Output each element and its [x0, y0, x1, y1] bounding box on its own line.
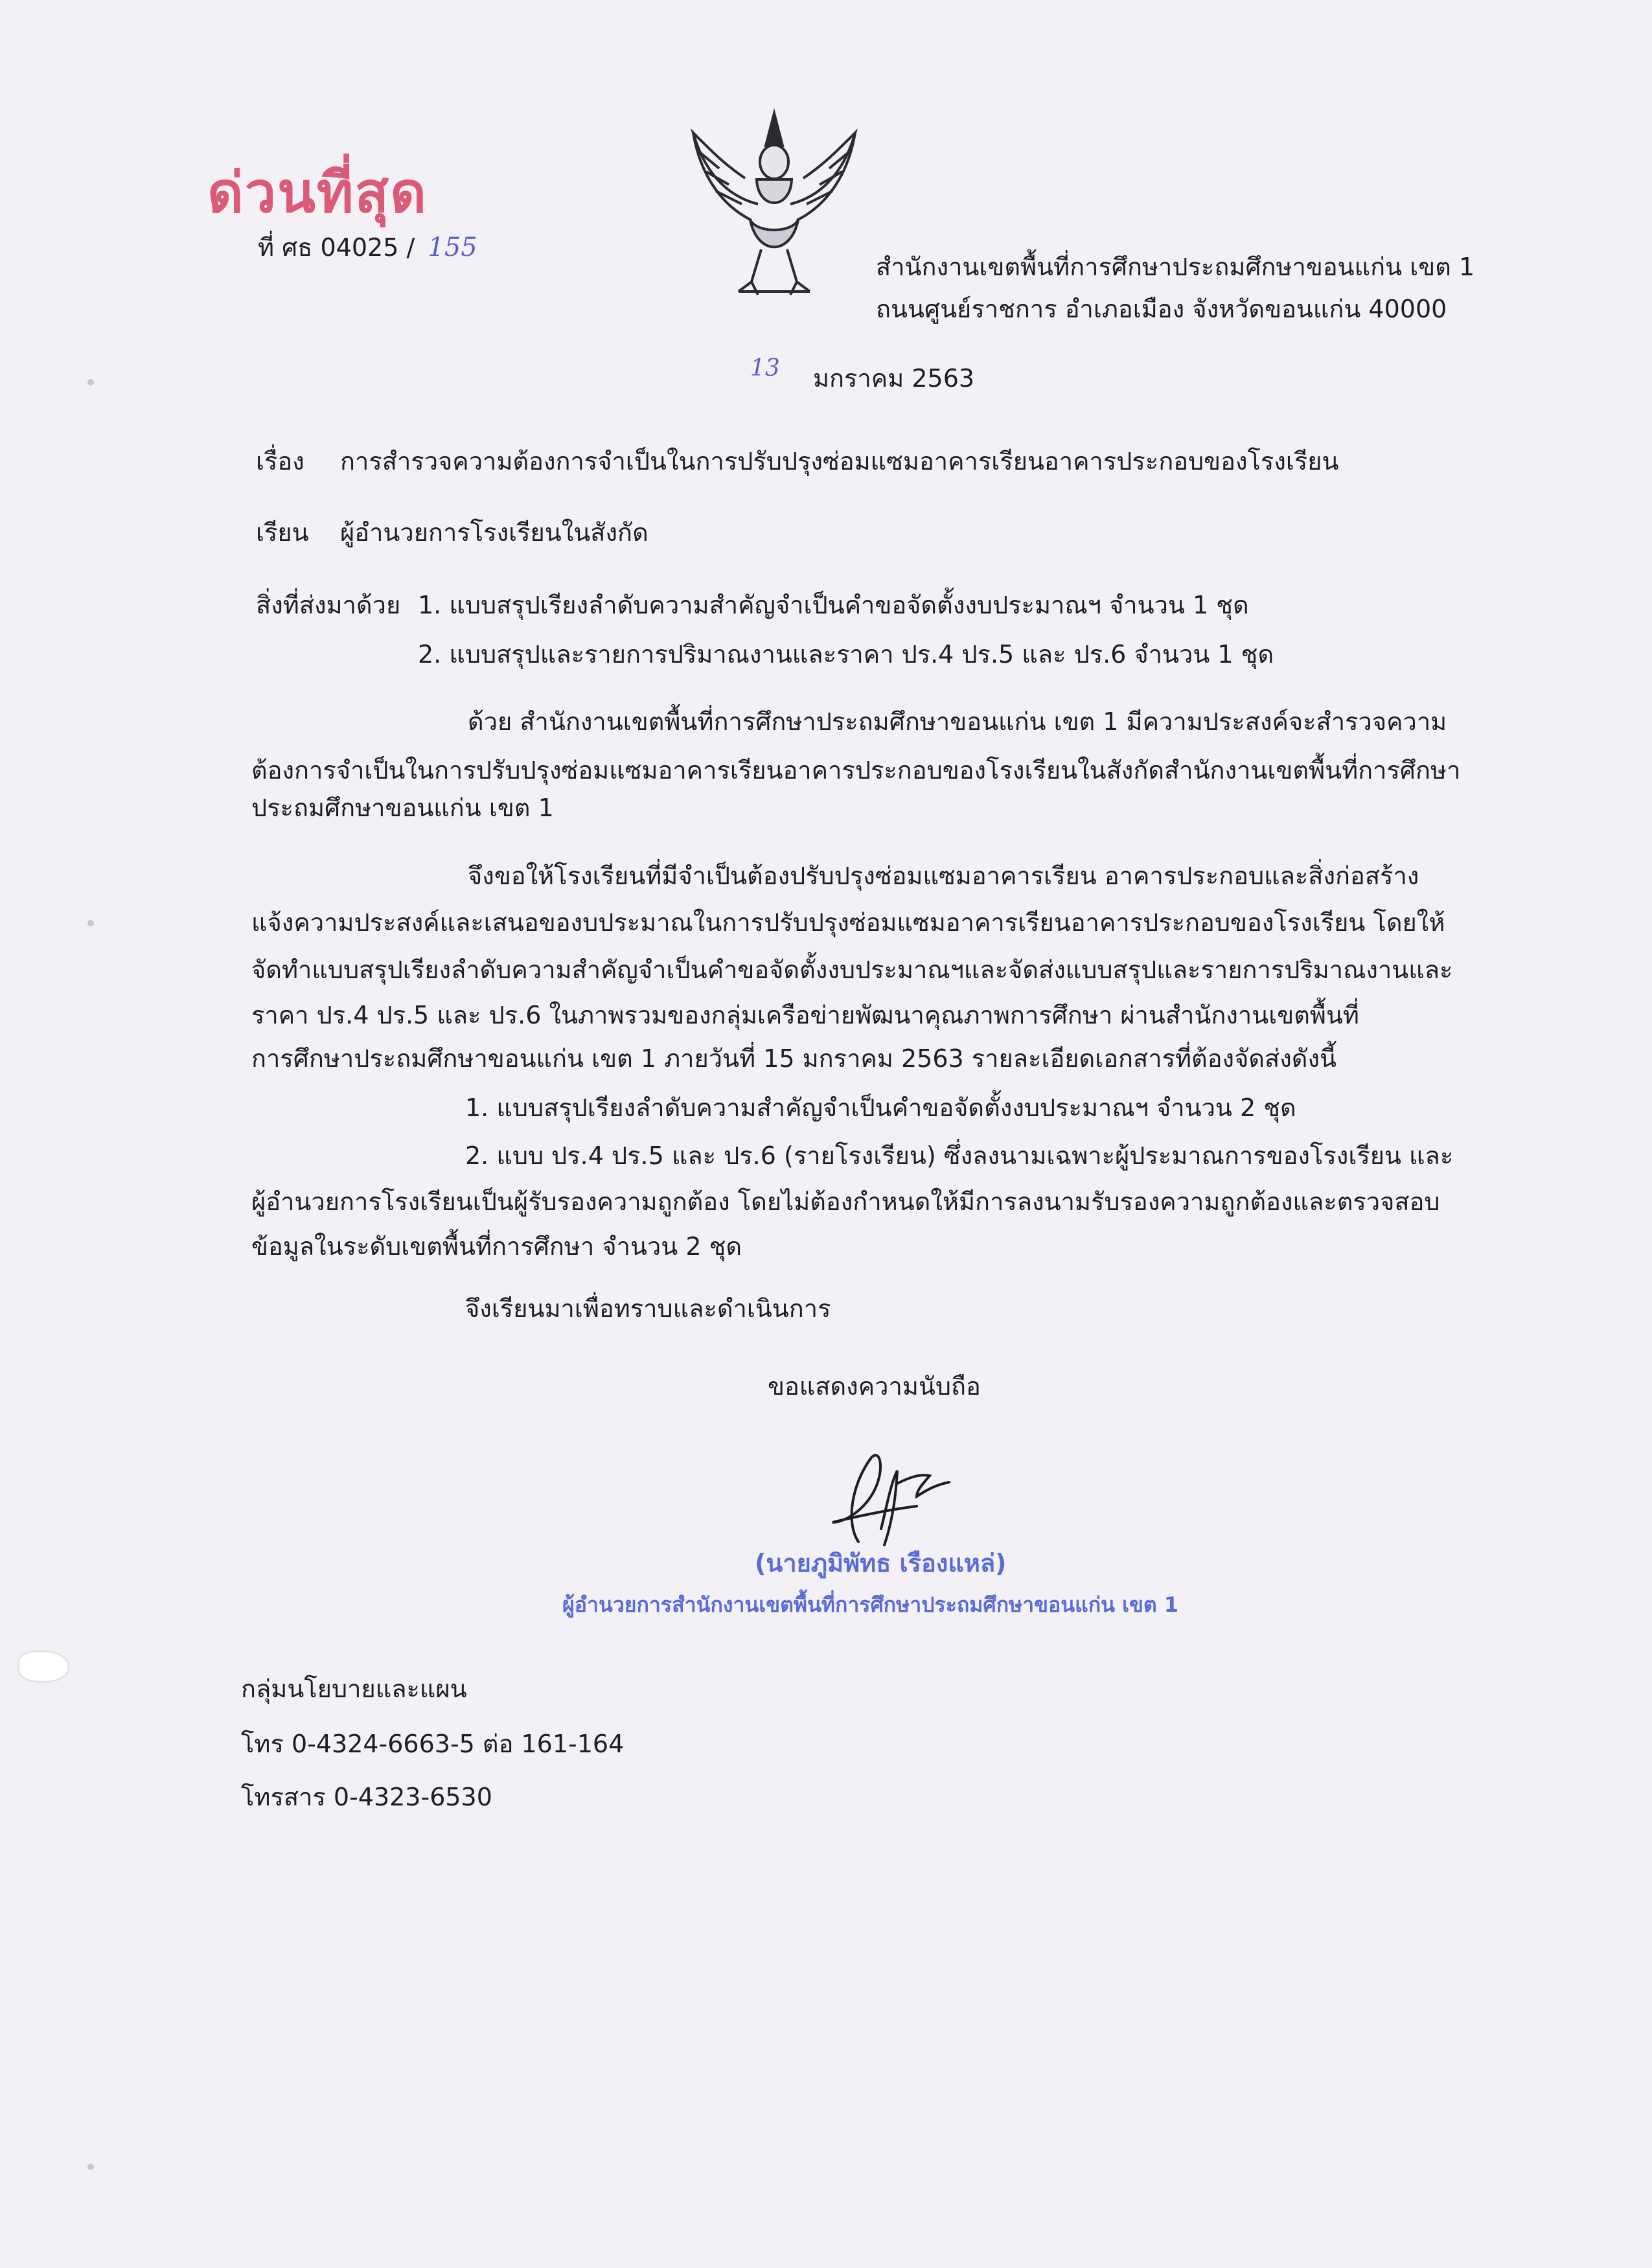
sender-office: สำนักงานเขตพื้นที่การศึกษาประถมศึกษาขอนแก่น เขต 1 — [876, 253, 1475, 281]
date-day-handwritten: 13 — [750, 355, 780, 382]
urgent-stamp: ด่วนที่สุด — [207, 161, 428, 225]
sender-address: ถนนศูนย์ราชการ อำเภอเมือง จังหวัดขอนแก่น 40000 — [876, 295, 1447, 323]
garuda-emblem-icon — [680, 107, 868, 301]
body-para2-line: ราคา ปร.4 ปร.5 และ ปร.6 ในภาพรวมของกลุ่มเครือข่ายพัฒนาคุณภาพการศึกษา ผ่านสำนักงานเขตพื้นที่ — [251, 1001, 1359, 1029]
signatory-name: (นายภูมิพัทธ เรืองแหล่) — [755, 1549, 1007, 1577]
body-list-item: 2. แบบ ปร.4 ปร.5 และ ปร.6 (รายโรงเรียน) ซึ่งลงนามเฉพาะผู้ประมาณการของโรงเรียน และ — [465, 1141, 1454, 1170]
signatory-position: ผู้อำนวยการสำนักงานเขตพื้นที่การศึกษาประถมศึกษาขอนแก่น เขต 1 — [562, 1592, 1179, 1617]
body-para2-line: จัดทำแบบสรุปเรียงลำดับความสำคัญจำเป็นคำขอจัดตั้งงบประมาณฯและจัดส่งแบบสรุปและรายการปริมาณงานและ — [251, 956, 1453, 984]
body-para1-line: ต้องการจำเป็นในการปรับปรุงซ่อมแซมอาคารเรียนอาคารประกอบของโรงเรียนในสังกัดสำนักงานเขตพื้นที่การศึกษา — [251, 756, 1461, 785]
recipient-label: เรียน — [256, 518, 309, 547]
subject-text: การสำรวจความต้องการจำเป็นในการปรับปรุงซ่อมแซมอาคารเรียนอาคารประกอบของโรงเรียน — [340, 447, 1339, 475]
enclosures-label: สิ่งที่ส่งมาด้วย — [256, 591, 401, 619]
contact-fax: โทรสาร 0-4323-6530 — [241, 1783, 492, 1811]
scan-speck — [87, 920, 94, 926]
body-para1-line: ด้วย สำนักงานเขตพื้นที่การศึกษาประถมศึกษาขอนแก่น เขต 1 มีความประสงค์จะสำรวจความ — [468, 707, 1447, 736]
body-list-item-line: ผู้อำนวยการโรงเรียนเป็นผู้รับรองความถูกต้อง โดยไม่ต้องกำหนดให้มีการลงนามรับรองความถูกต้องและตรวจสอบ — [251, 1187, 1440, 1216]
document-number-prefix: ที่ ศธ 04025 / — [258, 233, 415, 262]
recipient-text: ผู้อำนวยการโรงเรียนในสังกัด — [340, 518, 648, 547]
contact-department: กลุ่มนโยบายและแผน — [241, 1675, 467, 1703]
regards-text: ขอแสดงความนับถือ — [768, 1372, 981, 1401]
date-month-year: มกราคม 2563 — [813, 364, 975, 393]
paper-tear — [19, 1652, 68, 1681]
subject-label: เรื่อง — [256, 447, 304, 475]
body-para2-line: การศึกษาประถมศึกษาขอนแก่น เขต 1 ภายวันที่ 15 มกราคม 2563 รายละเอียดเอกสารที่ต้องจัดส่งดังนี้ — [251, 1044, 1337, 1073]
handwritten-signature — [820, 1445, 962, 1548]
body-para1-line: ประถมศึกษาขอนแก่น เขต 1 — [251, 794, 554, 822]
contact-phone: โทร 0-4324-6663-5 ต่อ 161-164 — [241, 1730, 625, 1758]
body-para2-line: แจ้งความประสงค์และเสนอของบประมาณในการปรับปรุงซ่อมแซมอาคารเรียนอาคารประกอบของโรงเรียน โดยให้ — [251, 908, 1445, 937]
body-list-item: 1. แบบสรุปเรียงลำดับความสำคัญจำเป็นคำขอจัดตั้งงบประมาณฯ จำนวน 2 ชุด — [465, 1094, 1296, 1122]
body-list-item-line: ข้อมูลในระดับเขตพื้นที่การศึกษา จำนวน 2 ชุด — [251, 1232, 742, 1261]
enclosure-item: 1. แบบสรุปเรียงลำดับความสำคัญจำเป็นคำขอจัดตั้งงบประมาณฯ จำนวน 1 ชุด — [418, 591, 1249, 619]
scan-speck — [87, 2164, 94, 2170]
closing-text: จึงเรียนมาเพื่อทราบและดำเนินการ — [465, 1294, 831, 1323]
document-number — [258, 232, 477, 263]
document-number-handwritten: 155 — [428, 233, 477, 262]
body-para2-line: จึงขอให้โรงเรียนที่มีจำเป็นต้องปรับปรุงซ่อมแซมอาคารเรียน อาคารประกอบและสิ่งก่อสร้าง — [468, 862, 1419, 890]
scan-speck — [87, 379, 94, 385]
enclosure-item: 2. แบบสรุปและรายการปริมาณงานและราคา ปร.4 ปร.5 และ ปร.6 จำนวน 1 ชุด — [418, 640, 1274, 669]
